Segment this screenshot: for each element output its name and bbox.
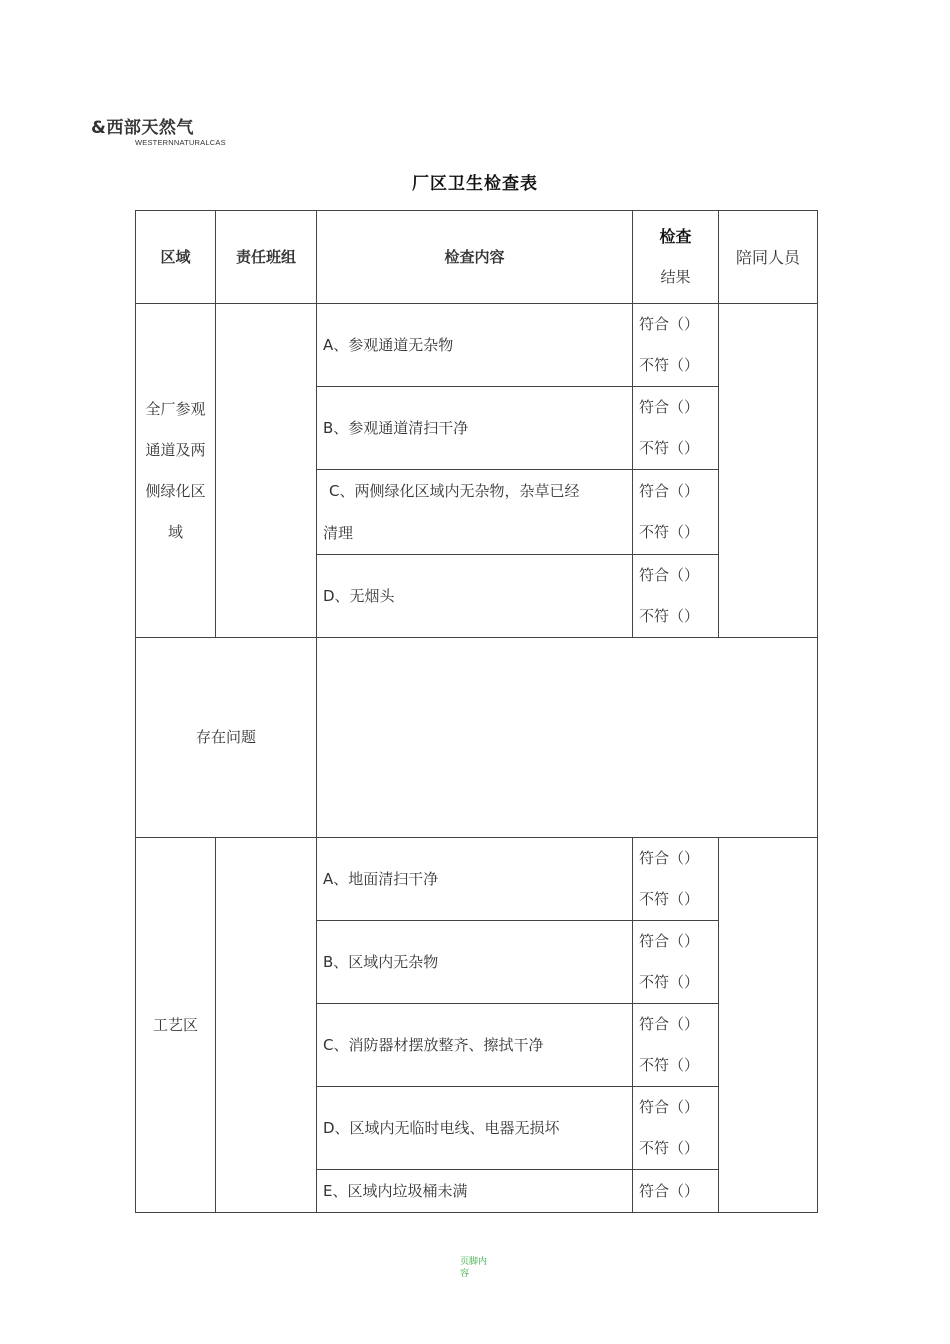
issues-label: 存在问题 bbox=[136, 638, 317, 838]
team-cell[interactable] bbox=[216, 838, 317, 1213]
result-cell[interactable] bbox=[633, 387, 719, 470]
result-cell[interactable] bbox=[633, 1087, 719, 1170]
result-cell[interactable] bbox=[633, 555, 719, 638]
header-area: 区域 bbox=[136, 211, 216, 304]
table-row bbox=[136, 304, 818, 387]
escort-cell[interactable] bbox=[719, 304, 818, 638]
result-cell[interactable] bbox=[633, 304, 719, 387]
issues-row bbox=[136, 638, 818, 838]
company-logo bbox=[91, 118, 226, 147]
header-result-line1: 检查 bbox=[659, 227, 692, 246]
footer-line: 页脚内 bbox=[460, 1257, 488, 1267]
area-cell bbox=[136, 304, 216, 638]
result-ok[interactable]: 符合（） bbox=[639, 398, 700, 416]
header-result bbox=[633, 211, 719, 304]
result-ok[interactable]: 符合（） bbox=[639, 1181, 700, 1200]
header-content: 检查内容 bbox=[317, 211, 633, 304]
check-item: E、区域内垃圾桶未满 bbox=[317, 1170, 633, 1213]
result-cell[interactable] bbox=[633, 1004, 719, 1087]
check-item: A、参观通道无杂物 bbox=[317, 304, 633, 387]
result-cell[interactable] bbox=[633, 470, 719, 555]
area-line: 域 bbox=[167, 522, 183, 541]
check-item bbox=[317, 470, 633, 555]
result-ok[interactable]: 符合（） bbox=[639, 315, 700, 333]
result-cell[interactable] bbox=[633, 838, 719, 921]
check-item-line: 清理 bbox=[323, 524, 354, 542]
area-line: 侧绿化区 bbox=[145, 481, 206, 500]
result-ok[interactable]: 符合（） bbox=[639, 932, 700, 950]
footer-line: 容 bbox=[460, 1269, 470, 1279]
result-cell[interactable] bbox=[633, 921, 719, 1004]
result-ok[interactable]: 符合（） bbox=[639, 1098, 700, 1116]
result-no[interactable]: 不符（） bbox=[639, 1139, 700, 1157]
result-ok[interactable]: 符合（） bbox=[639, 849, 700, 867]
logo-subtext: WESTERNNATURALCAS bbox=[135, 138, 226, 147]
area-line: 通道及两 bbox=[145, 440, 206, 459]
result-ok[interactable]: 符合（） bbox=[639, 566, 700, 584]
header-result-line2: 结果 bbox=[660, 268, 691, 286]
header-team: 责任班组 bbox=[216, 211, 317, 304]
result-no[interactable]: 不符（） bbox=[639, 973, 700, 991]
logo-text: &西部天然气 bbox=[91, 118, 194, 138]
result-ok[interactable]: 符合（） bbox=[639, 482, 700, 500]
area-cell: 工艺区 bbox=[136, 838, 216, 1213]
result-no[interactable]: 不符（） bbox=[639, 439, 700, 457]
header-escort: 陪同人员 bbox=[719, 211, 818, 304]
check-item: C、消防器材摆放整齐、擦拭干净 bbox=[317, 1004, 633, 1087]
page-title: 厂区卫生检查表 bbox=[412, 174, 538, 194]
result-no[interactable]: 不符（） bbox=[639, 607, 700, 625]
result-ok[interactable]: 符合（） bbox=[639, 1015, 700, 1033]
table-row bbox=[136, 838, 818, 921]
check-item: B、区域内无杂物 bbox=[317, 921, 633, 1004]
table-header-row bbox=[136, 211, 818, 304]
result-no[interactable]: 不符（） bbox=[639, 523, 700, 541]
result-no[interactable]: 不符（） bbox=[639, 1056, 700, 1074]
check-item: A、地面清扫干净 bbox=[317, 838, 633, 921]
escort-cell[interactable] bbox=[719, 838, 818, 1213]
check-item: D、无烟头 bbox=[317, 555, 633, 638]
area-line: 全厂参观 bbox=[145, 399, 206, 418]
page-footer bbox=[460, 1256, 490, 1280]
inspection-table bbox=[135, 210, 818, 1213]
result-cell[interactable] bbox=[633, 1170, 719, 1213]
check-item: D、区域内无临时电线、电器无损坏 bbox=[317, 1087, 633, 1170]
team-cell[interactable] bbox=[216, 304, 317, 638]
result-no[interactable]: 不符（） bbox=[639, 890, 700, 908]
result-no[interactable]: 不符（） bbox=[639, 356, 700, 374]
issues-field[interactable] bbox=[317, 638, 818, 838]
check-item-line: C、两侧绿化区域内无杂物，杂草已经 bbox=[329, 482, 580, 500]
check-item: B、参观通道清扫干净 bbox=[317, 387, 633, 470]
